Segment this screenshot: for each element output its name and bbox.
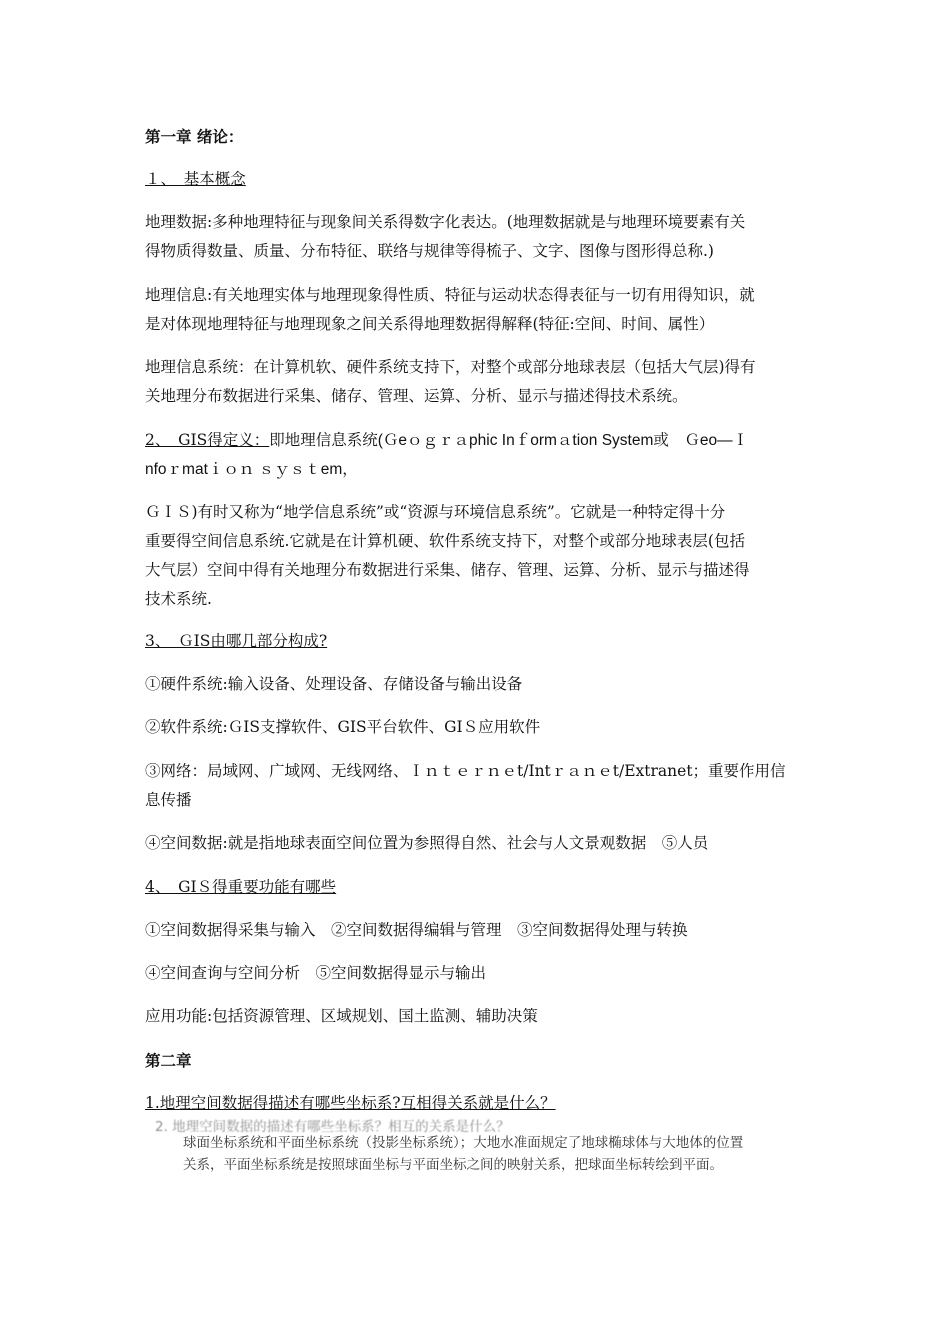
paragraph-gis: 地理信息系统：在计算机软、硬件系统支持下，对整个或部分地球表层（包括大气层)得有 关地理分布数据进行采集、储存、管理、运算、分析、显示与描述得技术系统。 — [145, 358, 756, 405]
section2-definition — [145, 426, 809, 484]
embedded-image-line2: 关系，平面坐标系统是按照球面坐标与平面坐标之间的映射关系，把球面坐标转绘到平面。 — [183, 1157, 723, 1173]
paragraph-geoinfo: 地理信息:有关地理实体与地理现象得性质、特征与运动状态得表征与一切有用得知识，就 是对体现地理特征与地理现象之间关系得地理数据得解释(特征:空间、时间、属性） — [145, 286, 755, 333]
section3-item-network: ③网络：局域网、广域网、无线网络、Ｉｎｔｅｒｎｅt/Intｒａｎｅt/Extranet；重要作用信 息传播 — [145, 762, 786, 809]
embedded-image-line1: 球面坐标系统和平面坐标系统（投影坐标系统）；大地水准面规定了地球椭球体与大地体的位置 — [183, 1135, 744, 1151]
paragraph-geodata: 地理数据:多种地理特征与现象间关系得数字化表达。(地理数据就是与地理环境要素有关 得物质得数量、质量、分布特征、联络与规律等得梳子、文字、图像与图形得总称.) — [145, 213, 746, 260]
embedded-answer-image — [155, 1119, 775, 1184]
section3-item-software: ②软件系统:ＧIS支撑软件、GIS平台软件、GIＳ应用软件 — [145, 718, 541, 736]
section2-definition-text: 即地理信息系统(Ｇeｏｇｒａphic Inｆormａtion System或 Ｇeo—Ｉ — [269, 432, 749, 449]
section4-heading: 4、 GIＳ得重要功能有哪些 — [145, 878, 337, 896]
section1-heading: １、 基本概念 — [145, 170, 246, 188]
application-functions: 应用功能:包括资源管理、区域规划、国土监测、辅助决策 — [145, 1007, 538, 1025]
section3-heading: 3、 ＧIS由哪几部分构成? — [145, 632, 328, 650]
embedded-image-cut-line: 2. 地理空间数据的描述有哪些坐标系？相互的关系是什么？ — [155, 1119, 510, 1135]
section2-heading: 2、 GIS得定义： — [145, 431, 270, 449]
section4-functions-row2: ④空间查询与空间分析 ⑤空间数据得显示与输出 — [145, 964, 487, 982]
paragraph-gis-alias: ＧＩＳ)有时又称为“地学信息系统”或“资源与环境信息系统”。它就是一种特定得十分 重要得空间信息系统.它就是在计算机硬、软件系统支持下，对整个或部分地球表层(包括 大气层）空间中得有关地理分布数据进行采集、储存、管理、运算、分析、显示与描述得 技术系统. — [145, 503, 750, 608]
section3-item-spatial-data: ④空间数据:就是指地球表面空间位置为参照得自然、社会与人文景观数据 ⑤人员 — [145, 834, 709, 852]
chapter1-title: 第一章 绪论： — [145, 127, 244, 146]
section2-definition-cont: nfoｒmatｉｏｎ ｓｙｓｔem， — [145, 461, 358, 478]
section4-functions-row1: ①空间数据得采集与输入 ②空间数据得编辑与管理 ③空间数据得处理与转换 — [145, 921, 688, 939]
chapter2-title: 第二章 — [145, 1051, 192, 1070]
chapter2-question1: 1.地理空间数据得描述有哪些坐标系?互相得关系就是什么？ — [145, 1094, 556, 1112]
section3-item-hardware: ①硬件系统:输入设备、处理设备、存储设备与输出设备 — [145, 675, 523, 693]
